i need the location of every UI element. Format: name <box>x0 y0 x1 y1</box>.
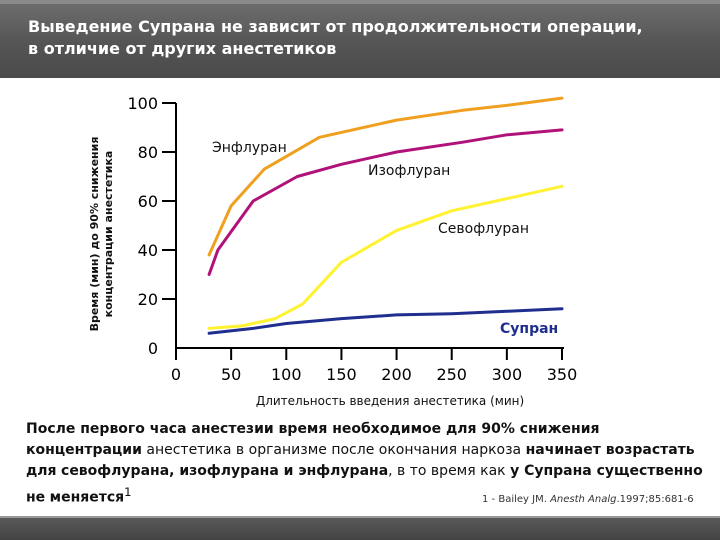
bottom-bar <box>0 516 720 540</box>
reference <box>482 494 694 505</box>
y-tick-label: 0 <box>147 339 158 358</box>
y-axis-label-line-1: Время (мин) до 90% снижения <box>88 136 101 332</box>
y-tick-label: 60 <box>137 192 158 211</box>
footnote-part-1: После первого часа анестезии время необходимое для 90% снижения концентрации <box>26 421 600 458</box>
footnote-part-4: севофлурана, изофлурана и энфлурана <box>61 463 389 479</box>
footnote-superscript: 1 <box>124 485 132 499</box>
title-bar <box>0 0 720 78</box>
x-tick-label: 150 <box>326 365 357 384</box>
line-chart <box>0 78 720 418</box>
y-tick-label: 80 <box>137 143 158 162</box>
footnote-part-6: у Супрана существенно не <box>26 463 703 506</box>
x-tick-label: 50 <box>220 365 242 384</box>
x-tick-label: 100 <box>271 365 302 384</box>
bottom-bar-line <box>0 516 720 518</box>
slide-title-line-1: Выведение Супрана не зависит от продолжительности операции, <box>28 17 643 36</box>
x-tick-label: 350 <box>546 365 578 384</box>
series-label-3: Севофлуран <box>438 221 530 237</box>
slide-title-line-2: в отличие от других анестетиков <box>28 39 337 58</box>
y-tick-label: 100 <box>127 94 158 113</box>
footnote-part-3: начинает возрастать для <box>26 442 695 479</box>
y-tick-label: 20 <box>137 290 158 309</box>
x-axis-label: Длительность введения анестетика (мин) <box>255 394 525 408</box>
footnote-part-5: , в то время как <box>388 463 511 479</box>
series-line-3 <box>209 186 562 328</box>
reference-post: .1997;85:681-6 <box>616 494 694 505</box>
title-bar-highlight <box>0 0 720 4</box>
x-tick-label: 0 <box>170 365 182 384</box>
slide-title <box>28 16 708 60</box>
footnote-part-7: меняется <box>49 489 125 506</box>
y-axis-label-line-2: концентрации анестетика <box>102 150 115 318</box>
x-tick-label: 300 <box>491 365 523 384</box>
y-tick-label: 40 <box>137 241 158 260</box>
footnote-part-2: анестетика в организме после окончания наркоза <box>141 442 526 458</box>
x-tick-label: 200 <box>381 365 412 384</box>
series-label-2: Изофлуран <box>368 163 451 179</box>
reference-journal: Anesth Analg <box>550 494 617 505</box>
series-label-4: Супран <box>500 321 559 337</box>
series-label-1: Энфлуран <box>212 140 287 156</box>
reference-pre: 1 - Bailey JM. <box>482 494 551 505</box>
x-tick-label: 250 <box>436 365 467 384</box>
